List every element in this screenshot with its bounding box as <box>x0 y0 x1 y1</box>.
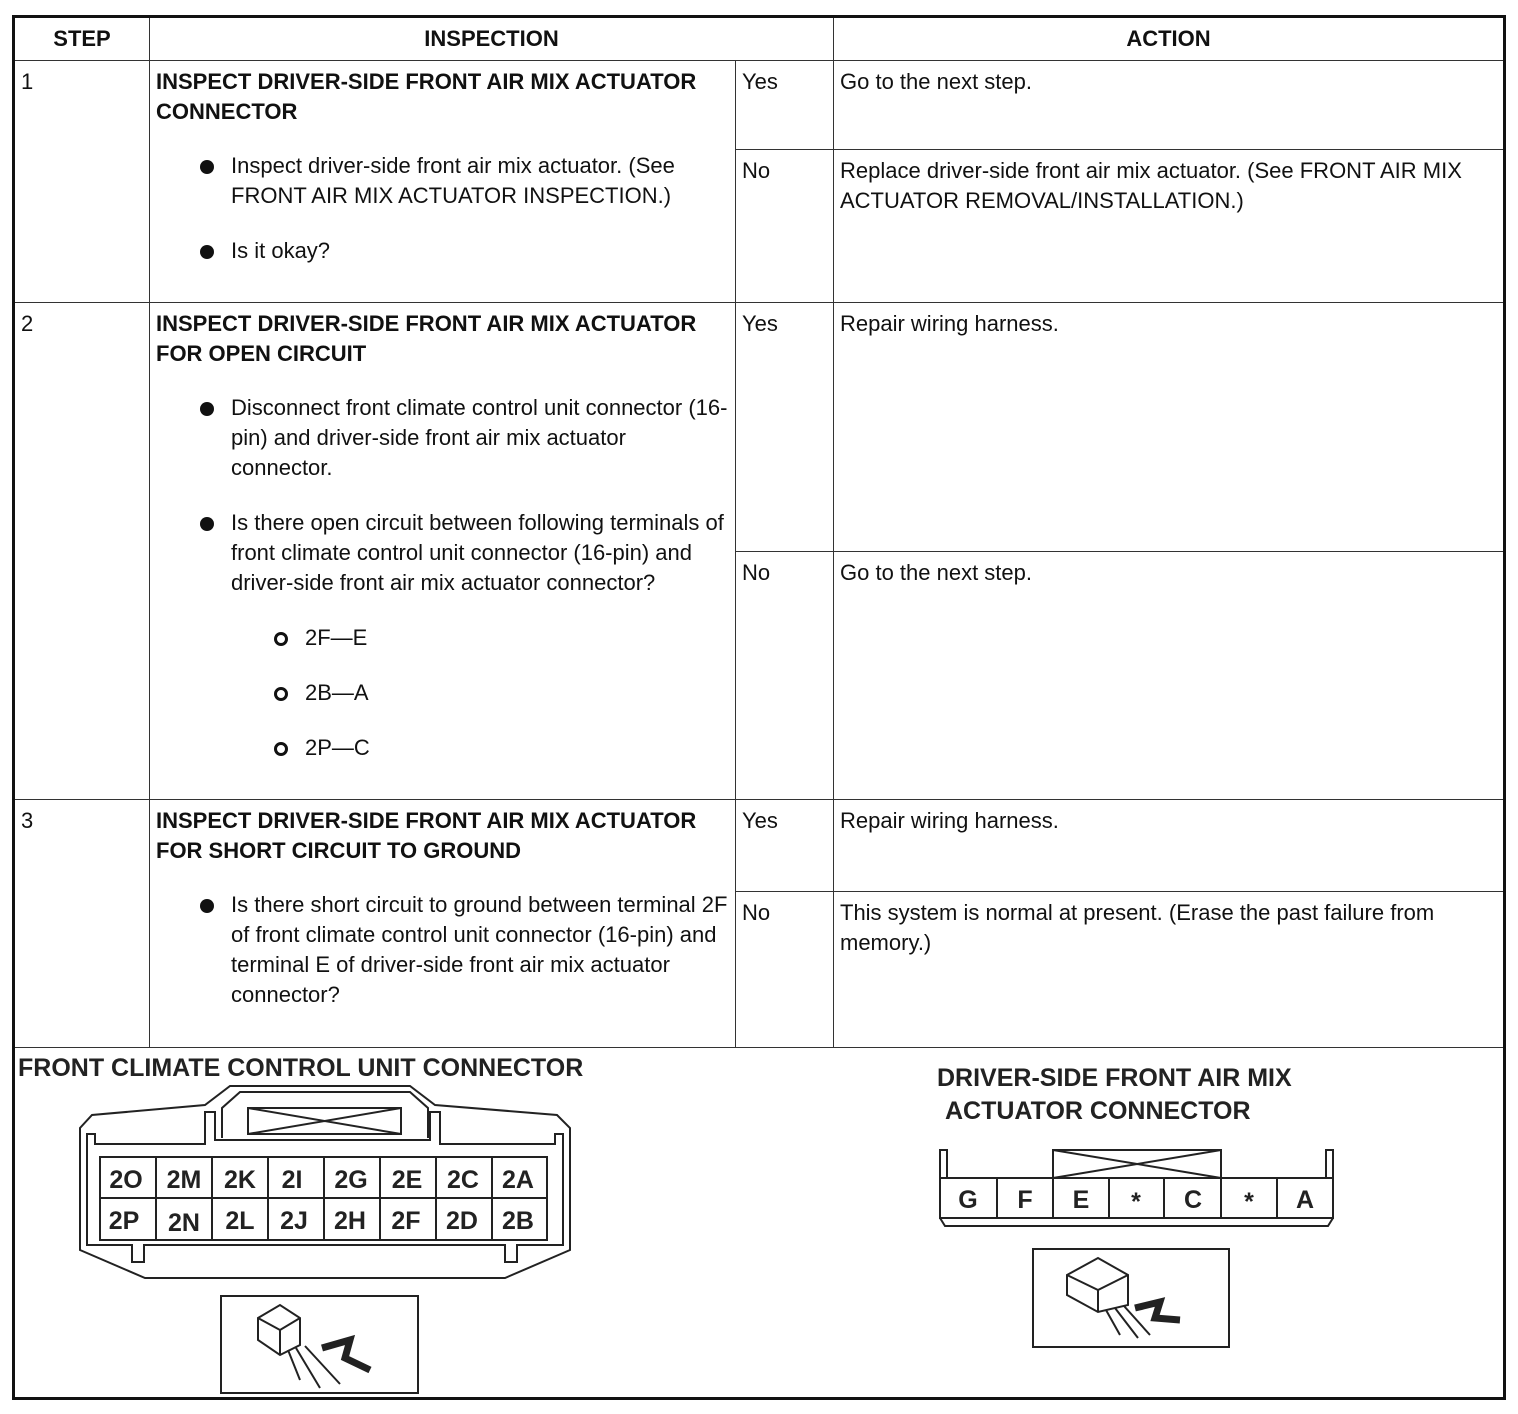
right-connector-title-line1: DRIVER-SIDE FRONT AIR MIX <box>937 1064 1292 1092</box>
step-title: INSPECT DRIVER-SIDE FRONT AIR MIX ACTUATOR CONNECTOR <box>156 69 697 124</box>
no-action: This system is normal at present. (Erase the past failure from memory.) <box>834 892 1505 1048</box>
pin-label: 2J <box>280 1207 308 1235</box>
yes-action: Repair wiring harness. <box>834 800 1505 892</box>
inspection-cell <box>150 800 736 1048</box>
step-number: 3 <box>14 800 150 1048</box>
table-row <box>14 800 1505 892</box>
connector-diagrams <box>0 1045 1518 1414</box>
pin-label: 2B <box>502 1207 534 1235</box>
yes-action: Go to the next step. <box>834 61 1505 150</box>
pin-label: 2H <box>334 1207 366 1235</box>
terminal-pair: 2F—E <box>156 623 729 653</box>
pin-label: 2K <box>224 1166 256 1194</box>
yes-label: Yes <box>736 303 834 552</box>
bullet-item: Is it okay? <box>156 236 729 266</box>
pin-label: * <box>1244 1188 1254 1216</box>
bullet-item: Disconnect front climate control unit connector (16-pin) and driver-side front air mix actuator connector. <box>156 393 729 483</box>
pin-label: 2C <box>447 1166 479 1194</box>
pin-label: 2E <box>391 1166 423 1194</box>
no-label: No <box>736 892 834 1048</box>
pin-label: * <box>1131 1188 1141 1216</box>
step-title: INSPECT DRIVER-SIDE FRONT AIR MIX ACTUATOR FOR SHORT CIRCUIT TO GROUND <box>156 808 697 863</box>
header-step: STEP <box>14 17 150 61</box>
pin-label: 2N <box>168 1209 200 1237</box>
pin-label: 2D <box>446 1207 478 1235</box>
step-title: INSPECT DRIVER-SIDE FRONT AIR MIX ACTUATOR FOR OPEN CIRCUIT <box>156 311 697 366</box>
table-row <box>14 61 1505 150</box>
bullet-item: Is there open circuit between following terminals of front climate control unit connector (16-pin) and driver-side front air mix actuator connector? <box>156 508 729 598</box>
left-connector-title: FRONT CLIMATE CONTROL UNIT CONNECTOR <box>18 1054 584 1082</box>
pin-label: 2G <box>334 1166 368 1194</box>
inspection-cell <box>150 61 736 303</box>
pin-label: 2M <box>166 1166 202 1194</box>
harness-side-view-icon <box>1033 1249 1229 1347</box>
step-number: 2 <box>14 303 150 800</box>
right-connector-title-line2: ACTUATOR CONNECTOR <box>945 1097 1251 1125</box>
terminal-pair: 2P—C <box>156 733 729 763</box>
pin-label: 2L <box>225 1207 255 1235</box>
harness-side-view-icon <box>221 1296 418 1393</box>
bullet-item: Is there short circuit to ground between terminal 2F of front climate control unit connector (16-pin) and terminal E of driver-side front air mix actuator connector? <box>156 890 729 1010</box>
table-row <box>14 303 1505 552</box>
yes-label: Yes <box>736 61 834 150</box>
header-inspection: INSPECTION <box>150 17 834 61</box>
no-label: No <box>736 552 834 800</box>
bullet-item: Inspect driver-side front air mix actuator. (See FRONT AIR MIX ACTUATOR INSPECTION.) <box>156 151 729 211</box>
pin-label: C <box>1183 1186 1203 1214</box>
pin-label: 2F <box>391 1207 421 1235</box>
terminal-pair: 2B—A <box>156 678 729 708</box>
pin-label: F <box>1017 1186 1033 1214</box>
pin-label: 2A <box>502 1166 534 1194</box>
inspection-cell <box>150 303 736 800</box>
pin-label: 2O <box>109 1166 143 1194</box>
pin-label: G <box>958 1186 978 1214</box>
pin-label: 2P <box>108 1207 140 1235</box>
no-action: Replace driver-side front air mix actuator. (See FRONT AIR MIX ACTUATOR REMOVAL/INSTALLATION.) <box>834 150 1505 303</box>
pin-label: 2I <box>281 1166 303 1194</box>
no-action: Go to the next step. <box>834 552 1505 800</box>
step-number: 1 <box>14 61 150 303</box>
yes-label: Yes <box>736 800 834 892</box>
pin-label: E <box>1072 1186 1090 1214</box>
no-label: No <box>736 150 834 303</box>
header-action: ACTION <box>834 17 1505 61</box>
pin-label: A <box>1295 1186 1315 1214</box>
header-row <box>14 17 1505 61</box>
yes-action: Repair wiring harness. <box>834 303 1505 552</box>
